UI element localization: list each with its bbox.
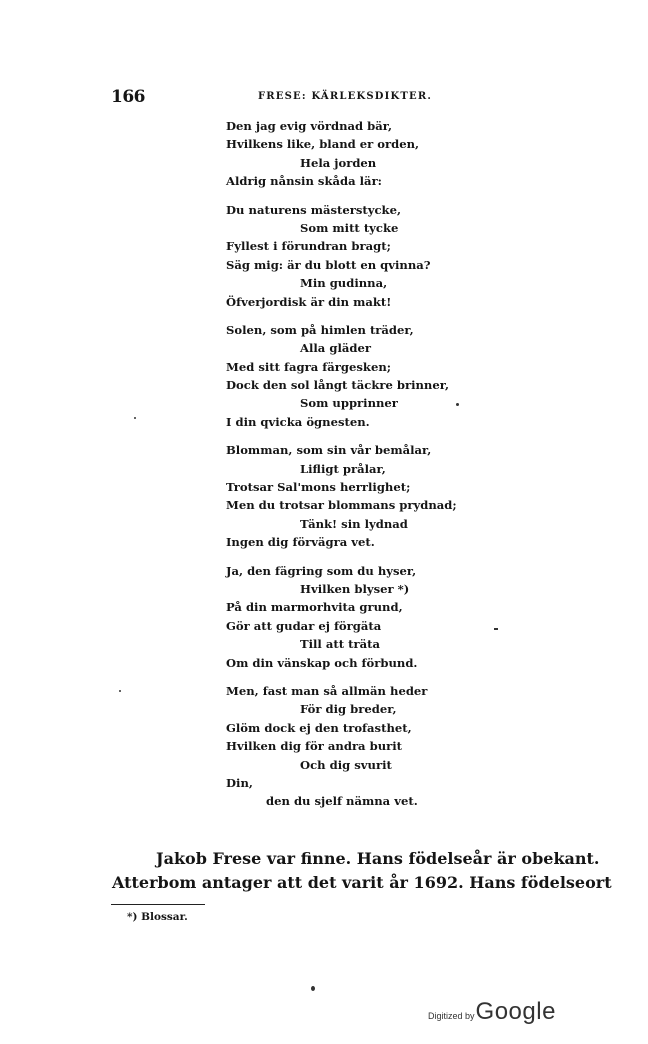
poem-line: Du naturens mästerstycke, xyxy=(226,202,401,217)
footnote: *) Blossar. xyxy=(127,911,188,923)
poem-line: Och dig svurit xyxy=(300,757,392,772)
poem-stanza-1 xyxy=(226,117,526,191)
poem-line: Tänk! sin lydnad xyxy=(300,516,408,531)
poem-line: Lifligt prålar, xyxy=(300,461,386,476)
poem xyxy=(226,117,526,821)
footnote-divider xyxy=(111,904,205,905)
poem-line: Men, fast man så allmän heder xyxy=(226,683,428,698)
poem-line: Som mitt tycke xyxy=(300,220,399,235)
poem-line: Till att träta xyxy=(300,637,380,652)
prose-line: Atterbom antager att det varit år 1692. Hans födelseort xyxy=(112,873,612,892)
poem-stanza-4 xyxy=(226,441,526,551)
page-number: 166 xyxy=(111,87,145,107)
poem-line: Gör att gudar ej förgäta xyxy=(226,618,382,633)
poem-line: Hela jorden xyxy=(300,155,377,170)
poem-line: den du sjelf nämna vet. xyxy=(266,794,418,809)
poem-line: Glöm dock ej den trofasthet, xyxy=(226,720,412,735)
prose-paragraph xyxy=(112,847,612,895)
poem-line: Ja, den fägring som du hyser, xyxy=(226,563,417,578)
poem-line: Säg mig: är du blott en qvinna? xyxy=(226,257,431,272)
poem-line: Fyllest i förundran bragt; xyxy=(226,239,391,254)
poem-stanza-6 xyxy=(226,682,526,811)
poem-line: Med sitt fagra färgesken; xyxy=(226,359,392,374)
ink-speck xyxy=(311,986,315,991)
poem-line: Dock den sol långt täckre brinner, xyxy=(226,378,450,393)
poem-line: I din qvicka ögnesten. xyxy=(226,414,370,429)
poem-line: Solen, som på himlen träder, xyxy=(226,322,414,337)
digitized-label: Digitized by xyxy=(428,1011,475,1021)
poem-line: Som upprinner xyxy=(300,396,398,411)
poem-line: Hvilkens like, bland er orden, xyxy=(226,137,420,152)
poem-line: Alla gläder xyxy=(300,341,371,356)
poem-stanza-3 xyxy=(226,321,526,431)
ink-speck xyxy=(494,628,498,630)
poem-line: Din, xyxy=(226,775,253,790)
poem-line: Trotsar Sal'mons herrlighet; xyxy=(226,480,411,495)
poem-stanza-5 xyxy=(226,562,526,672)
google-logo: Google xyxy=(475,998,556,1025)
poem-line: Aldrig nånsin skåda lär: xyxy=(226,174,382,189)
ink-speck xyxy=(456,403,459,406)
digitized-watermark xyxy=(428,998,556,1026)
poem-line: Den jag evig vördnad bär, xyxy=(226,119,393,133)
prose-line: Jakob Frese var finne. Hans födelseår är obekant. xyxy=(156,849,600,868)
ink-speck xyxy=(119,690,121,692)
poem-line: På din marmorhvita grund, xyxy=(226,600,403,615)
poem-line: Hvilken blyser *) xyxy=(300,581,410,596)
ink-speck xyxy=(134,417,136,419)
poem-line: Min gudinna, xyxy=(300,276,388,291)
poem-stanza-2 xyxy=(226,201,526,311)
running-head: FRESE: KÄRLEKSDIKTER. xyxy=(258,91,433,102)
poem-line: Men du trotsar blommans prydnad; xyxy=(226,498,457,513)
poem-line: Hvilken dig för andra burit xyxy=(226,739,403,754)
poem-line: Öfverjordisk är din makt! xyxy=(226,294,392,309)
poem-line: För dig breder, xyxy=(300,702,397,717)
poem-line: Om din vänskap och förbund. xyxy=(226,655,418,670)
poem-line: Ingen dig förvägra vet. xyxy=(226,535,375,550)
poem-line: Blomman, som sin vår bemålar, xyxy=(226,443,432,458)
